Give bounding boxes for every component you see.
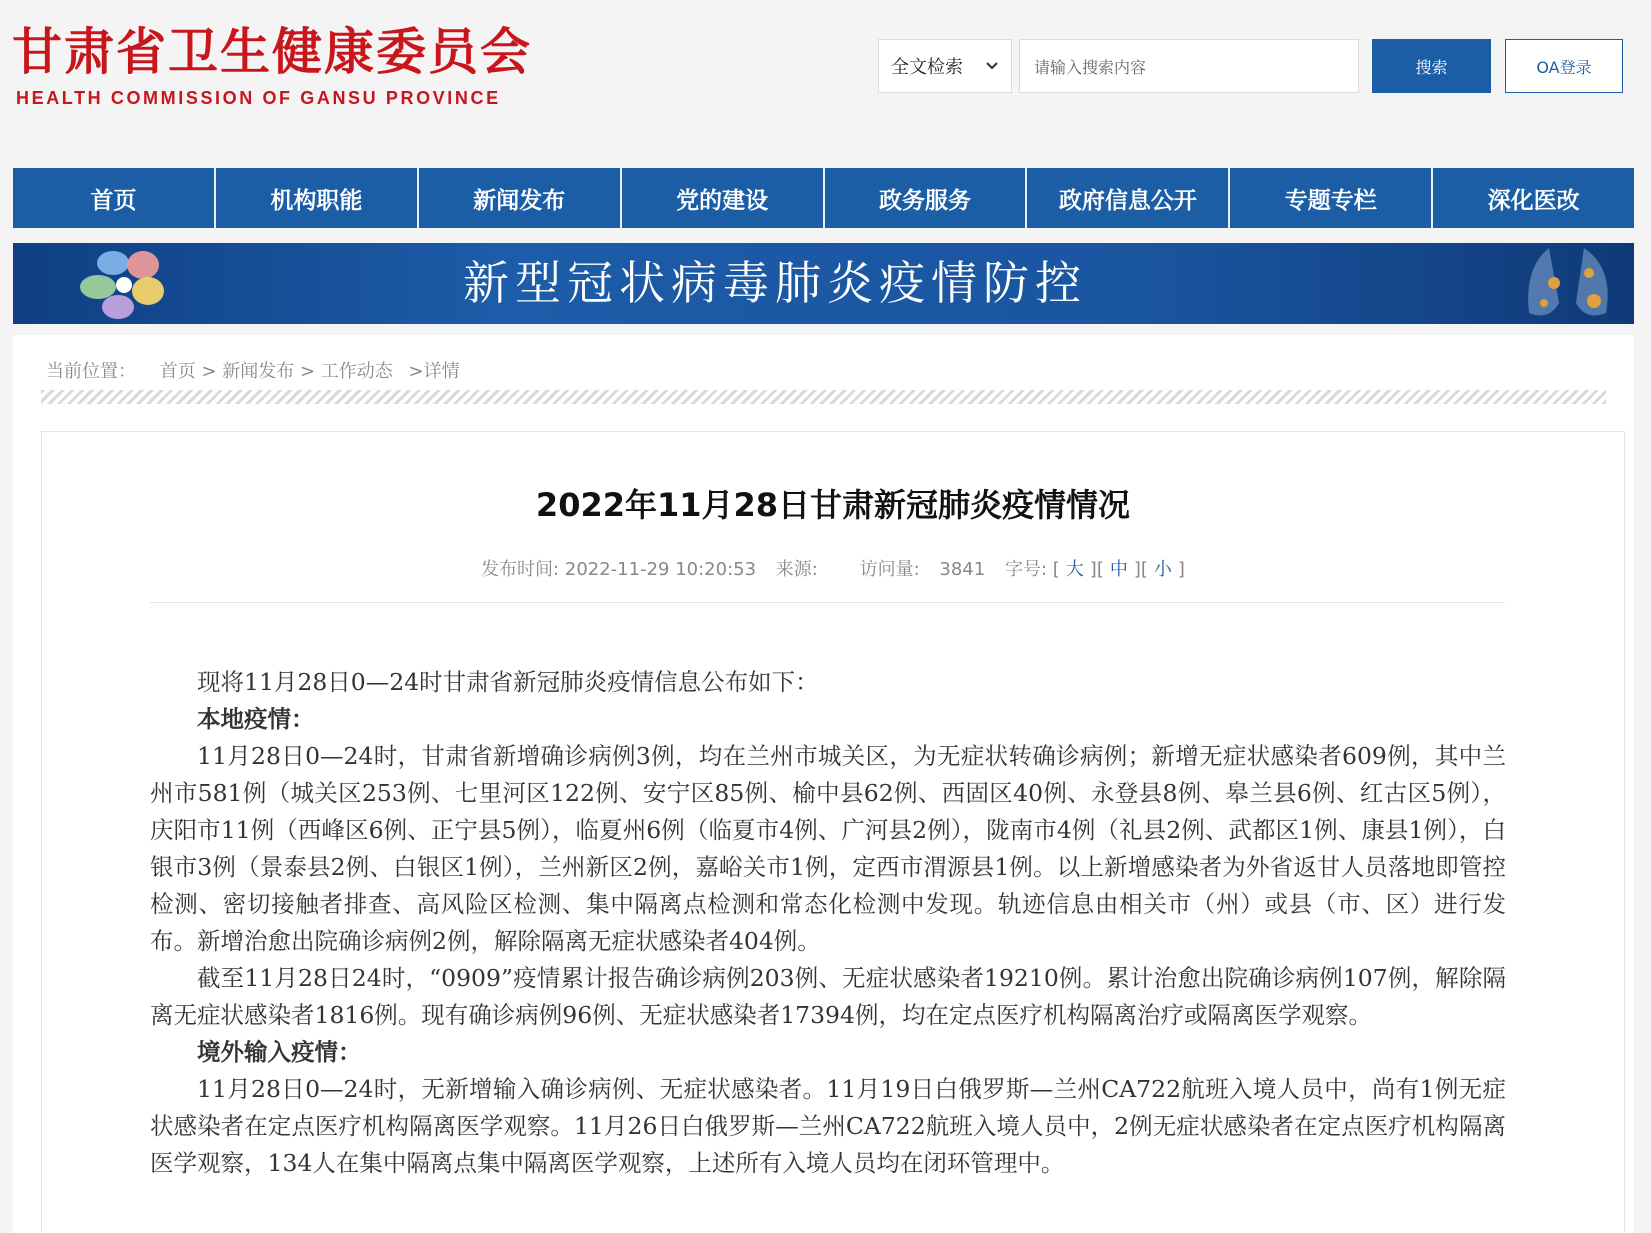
- visits-label: 访问量:: [859, 559, 920, 580]
- site-logo-subtitle: HEALTH COMMISSION OF GANSU PROVINCE: [16, 88, 501, 108]
- site-header: [0, 0, 1651, 160]
- breadcrumb-work[interactable]: 工作动态: [320, 361, 393, 382]
- article-meta: 发布时间: 2022-11-29 10:20:53 来源: 访问量: 3841 字号: [ 大 ][ 中 ][ 小 ]: [481, 559, 1185, 580]
- article-title: 2022年11月28日甘肃新冠肺炎疫情情况: [535, 486, 1131, 524]
- hatched-divider: [41, 390, 1606, 404]
- nav-item-services[interactable]: 政务服务: [825, 168, 1028, 228]
- flower-emblem-icon: [68, 245, 178, 323]
- article-paragraph: 11月28日0—24时，无新增输入确诊病例、无症状感染者。11月19日白俄罗斯—兰州CA722航班入境人员中，尚有1例无症状感染者在定点医疗机构隔离医学观察。11月26日白俄罗斯—兰州CA722航班入境人员中，2例无症状感染者在定点医疗机构隔离医学观察，134人在集中隔离点集中隔离医学观察，上述所有入境人员均在闭环管理中。: [150, 1075, 1506, 1177]
- lung-illustration-icon: [1494, 243, 1634, 324]
- search-input[interactable]: [1019, 39, 1359, 93]
- publish-label: 发布时间:: [481, 559, 560, 580]
- publish-time: 2022-11-29 10:20:53: [564, 559, 757, 580]
- nav-item-home[interactable]: 首页: [13, 168, 216, 228]
- main-nav: [13, 168, 1634, 228]
- font-medium-button[interactable]: 中: [1109, 559, 1128, 580]
- article-panel: [41, 431, 1625, 1233]
- breadcrumb-news[interactable]: 新闻发布: [222, 361, 295, 382]
- section-heading-local: 本地疫情：: [197, 705, 315, 733]
- search-button[interactable]: 搜索: [1372, 39, 1491, 93]
- font-small-button[interactable]: 小: [1153, 559, 1172, 580]
- source-label: 来源:: [775, 559, 818, 580]
- article-body: [150, 664, 1506, 1182]
- meta-divider: [150, 602, 1505, 603]
- nav-item-disclosure[interactable]: 政府信息公开: [1027, 168, 1230, 228]
- nav-item-reform[interactable]: 深化医改: [1487, 187, 1580, 214]
- visits-count: 3841: [939, 559, 986, 580]
- article-paragraph: 11月28日0—24时，甘肃省新增确诊病例3例，均在兰州市城关区，为无症状转确诊病例；新增无症状感染者609例，其中兰州市581例（城关区253例、七里河区122例、安宁区85例、榆中县62例、西固区40例、永登县8例、皋兰县6例、红古区5例），庆阳市11例（西峰区6例、正宁县5例），临夏州6例（临夏市4例、广河县2例），陇南市4例（礼县2例、武都区1例、康县1例），白银市3例（景泰县2例、白银区1例），兰州新区2例，嘉峪关市1例，定西市渭源县1例。以上新增感染者为外省返甘人员落地即管控检测、密切接触者排查、高风险区检测、集中隔离点检测和常态化检测中发现。轨迹信息由相关市（州）或县（市、区）进行发布。新增治愈出院确诊病例2例，解除隔离无症状感染者404例。: [150, 742, 1506, 955]
- site-logo-title[interactable]: 甘肃省卫生健康委员会: [12, 23, 532, 81]
- article-paragraph: 截至11月28日24时，“0909”疫情累计报告确诊病例203例、无症状感染者19210例。累计治愈出院确诊病例107例，解除隔离无症状感染者1816例。现有确诊病例96例、无症状感染者17394例，均在定点医疗机构隔离治疗或隔离医学观察。: [150, 964, 1506, 1029]
- search-placeholder: 请输入搜索内容: [1034, 57, 1147, 77]
- font-size-label: 字号:: [1004, 559, 1048, 580]
- search-scope-value: 全文检索: [891, 57, 963, 78]
- breadcrumb-home[interactable]: 首页: [159, 361, 196, 382]
- breadcrumb-detail: >详情: [402, 361, 460, 382]
- search-scope-select[interactable]: [878, 39, 1012, 93]
- breadcrumb: [46, 357, 464, 383]
- section-heading-imported: 境外输入疫情：: [197, 1038, 362, 1066]
- nav-item-news[interactable]: 新闻发布: [419, 168, 622, 228]
- breadcrumb-label: 当前位置：: [46, 361, 136, 382]
- content-area: [13, 335, 1634, 1233]
- article-paragraph: 现将11月28日0—24时甘肃省新冠肺炎疫情信息公布如下：: [197, 668, 819, 696]
- breadcrumb-sep: >: [294, 361, 321, 382]
- nav-item-party[interactable]: 党的建设: [622, 168, 825, 228]
- breadcrumb-sep: >: [195, 361, 223, 382]
- chevron-down-icon: [983, 56, 1001, 74]
- banner-title: 新型冠状病毒肺炎疫情防控: [463, 256, 1087, 310]
- font-large-button[interactable]: 大: [1065, 559, 1084, 580]
- nav-item-topics[interactable]: 专题专栏: [1230, 168, 1433, 228]
- oa-login-button[interactable]: OA登录: [1505, 39, 1623, 93]
- nav-item-functions[interactable]: 机构职能: [216, 168, 419, 228]
- covid-banner[interactable]: [13, 243, 1634, 324]
